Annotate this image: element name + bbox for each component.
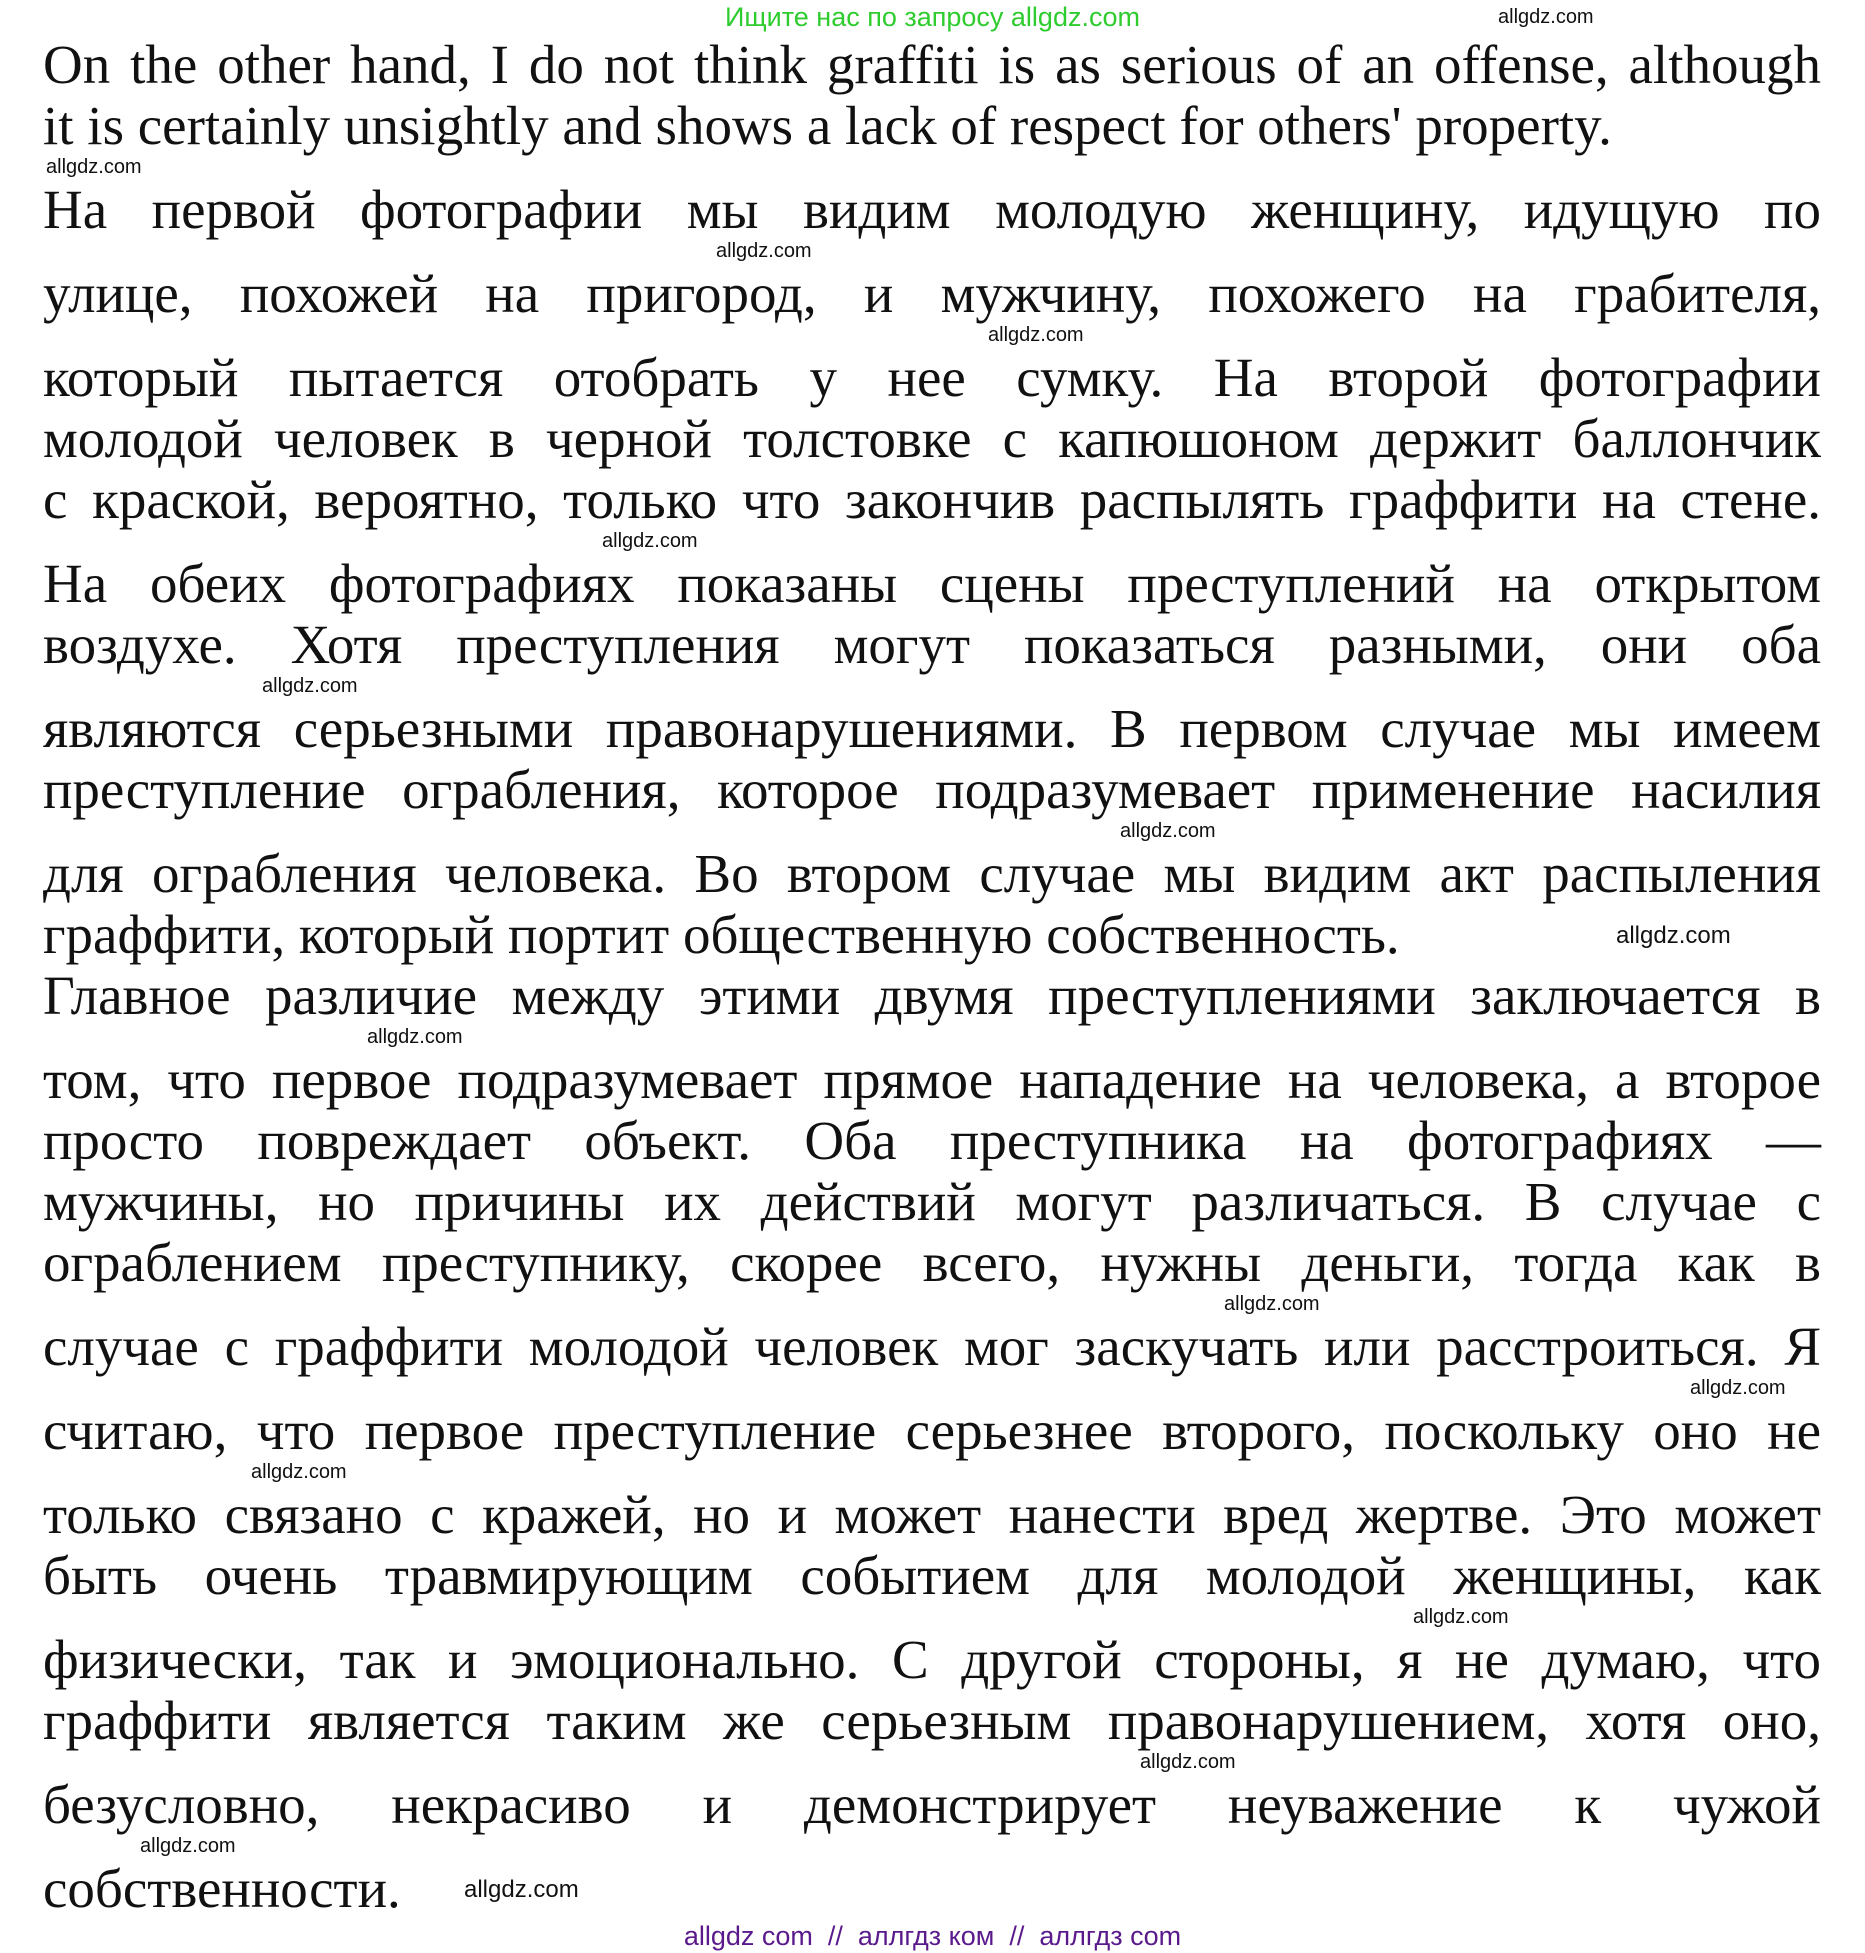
text-line: мужчины, но причины их действий могут различаться. В случае с (43, 1171, 1821, 1232)
watermark-text: allgdz.com (251, 1461, 347, 1483)
text-line: физически, так и эмоционально. С другой стороны, я не думаю, что (43, 1629, 1821, 1690)
watermark-text: allgdz.com (1690, 1377, 1786, 1399)
english-paragraph (43, 34, 1821, 179)
watermark-row (43, 1751, 1821, 1774)
text-row (43, 95, 1821, 156)
text-row (43, 1858, 1821, 1919)
text-row (43, 1545, 1821, 1606)
text-row (43, 263, 1821, 324)
text-row (43, 179, 1821, 240)
watermark-row (43, 1293, 1821, 1316)
banner-row (0, 0, 1865, 34)
text-row (43, 965, 1821, 1026)
text-row (43, 1049, 1821, 1110)
text-line: молодой человек в черной толстовке с капюшоном держит баллончик (43, 408, 1821, 469)
text-row (43, 759, 1821, 820)
watermark-row (43, 1377, 1821, 1400)
text-line: для ограбления человека. Во втором случае мы видим акт распыления (43, 843, 1821, 904)
watermark-text: allgdz.com (1616, 922, 1731, 949)
text-row (43, 1774, 1821, 1835)
watermark-text: allgdz.com (1413, 1606, 1509, 1628)
watermark-text: allgdz.com (46, 156, 142, 178)
text-line: собственности. (43, 1858, 401, 1919)
watermark-row (43, 156, 1821, 179)
text-row (43, 553, 1821, 614)
text-line: it is certainly unsightly and shows a lack of respect for others' property. (43, 95, 1612, 156)
footer-banner: allgdz com // аллгдз ком // аллгдз com (683, 1921, 1182, 1951)
watermark-row (43, 240, 1821, 263)
text-line: Главное различие между этими двумя преступлениями заключается в (43, 965, 1821, 1026)
text-row (43, 1232, 1821, 1293)
watermark-row (43, 675, 1821, 698)
text-line: ограблением преступнику, скорее всего, нужны деньги, тогда как в (43, 1232, 1821, 1293)
text-line: улице, похожей на пригород, и мужчину, похожего на грабителя, (43, 263, 1821, 324)
text-line: с краской, вероятно, только что закончив распылять граффити на стене. (43, 469, 1821, 530)
watermark-row (43, 1461, 1821, 1484)
text-line: преступление ограбления, которое подразумевает применение насилия (43, 759, 1821, 820)
text-row (43, 1484, 1821, 1545)
text-row (43, 904, 1821, 965)
text-line: том, что первое подразумевает прямое нападение на человека, а второе (43, 1049, 1821, 1110)
text-row (43, 614, 1821, 675)
text-row (43, 408, 1821, 469)
watermark-text: allgdz.com (367, 1026, 463, 1048)
text-row (43, 843, 1821, 904)
watermark-text: allgdz.com (1224, 1293, 1320, 1315)
watermark-row (43, 1026, 1821, 1049)
text-row (43, 1400, 1821, 1461)
text-line: считаю, что первое преступление серьезнее второго, поскольку оно не (43, 1400, 1821, 1461)
russian-paragraph (43, 179, 1821, 1919)
text-line: который пытается отобрать у нее сумку. На второй фотографии (43, 347, 1821, 408)
text-line: являются серьезными правонарушениями. В первом случае мы имеем (43, 698, 1821, 759)
watermark-text: allgdz.com (1498, 6, 1594, 28)
text-row (43, 698, 1821, 759)
watermark-text: allgdz.com (1140, 1751, 1236, 1773)
watermark-text: allgdz.com (464, 1876, 579, 1903)
text-line: граффити является таким же серьезным правонарушением, хотя оно, (43, 1690, 1821, 1751)
watermark-row (43, 324, 1821, 347)
watermark-row (43, 530, 1821, 553)
watermark-text: allgdz.com (1120, 820, 1216, 842)
text-row (43, 1316, 1821, 1377)
text-row (43, 1690, 1821, 1751)
text-row (43, 34, 1821, 95)
watermark-text: allgdz.com (262, 675, 358, 697)
watermark-text: allgdz.com (716, 240, 812, 262)
text-row (43, 347, 1821, 408)
text-line: воздухе. Хотя преступления могут показаться разными, они оба (43, 614, 1821, 675)
text-row (43, 1110, 1821, 1171)
text-line: На первой фотографии мы видим молодую женщину, идущую по (43, 179, 1821, 240)
search-banner: Ищите нас по запросу allgdz.com (725, 2, 1140, 32)
text-line: только связано с кражей, но и может нанести вред жертве. Это может (43, 1484, 1821, 1545)
watermark-text: allgdz.com (602, 530, 698, 552)
text-line: На обеих фотографиях показаны сцены преступлений на открытом (43, 553, 1821, 614)
text-line: быть очень травмирующим событием для молодой женщины, как (43, 1545, 1821, 1606)
text-line: граффити, который портит общественную собственность. (43, 904, 1400, 965)
watermark-row (43, 1606, 1821, 1629)
text-row (43, 1171, 1821, 1232)
text-line: просто повреждает объект. Оба преступника на фотографиях — (43, 1110, 1821, 1171)
text-row (43, 1629, 1821, 1690)
text-line: безусловно, некрасиво и демонстрирует неуважение к чужой (43, 1774, 1821, 1835)
watermark-row (43, 1835, 1821, 1858)
watermark-row (43, 820, 1821, 843)
watermark-text: allgdz.com (140, 1835, 236, 1857)
text-row (43, 469, 1821, 530)
text-line: On the other hand, I do not think graffiti is as serious of an offense, although (43, 34, 1821, 95)
watermark-text: allgdz.com (988, 324, 1084, 346)
text-line: случае с граффити молодой человек мог заскучать или расстроиться. Я (43, 1316, 1821, 1377)
